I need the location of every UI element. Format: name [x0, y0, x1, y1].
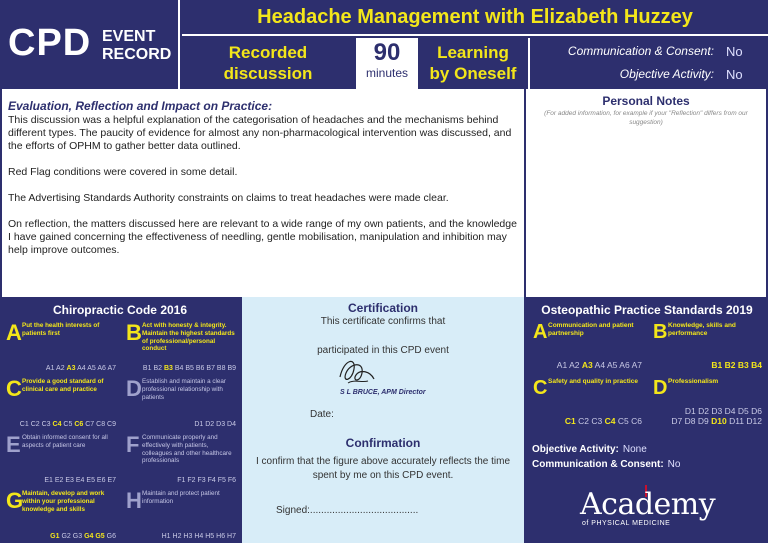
chiro-standard-codes [50, 533, 116, 540]
chiro-code: B8 [216, 365, 226, 372]
osteo-code: A5 [606, 360, 618, 370]
osteo-code: C2 [578, 416, 589, 426]
chiro-standard-codes [20, 421, 116, 428]
chiro-code: H3 [183, 533, 193, 540]
confirmation-text: I confirm that the figure above accurately reflects the time spent by me on this CPD event. [256, 456, 511, 481]
osteo-standard-c [530, 375, 646, 429]
chiro-code: E2 [54, 477, 64, 484]
chiro-code: C2 [30, 421, 40, 428]
chiro-code: H4 [194, 533, 204, 540]
chiro-code: E6 [96, 477, 106, 484]
personal-notes-title: Personal Notes [602, 94, 690, 108]
osteo-standard-letter: B [653, 321, 668, 343]
chiro-standard-description: Provide a good standard of clinical care and practice [22, 378, 104, 393]
activity-type [182, 38, 354, 89]
osteo-standard-letter: A [533, 321, 548, 343]
chiro-code: H2 [172, 533, 182, 540]
reflection-paragraph: Red Flag conditions were covered in some detail. [8, 166, 238, 178]
osteo-code: C6 [631, 416, 642, 426]
osteo-code: B2 [724, 360, 736, 370]
event-record-label [102, 28, 171, 64]
chiro-code: F2 [187, 477, 196, 484]
chiro-standard-a [2, 319, 120, 375]
learning-type-line1: Learning [437, 43, 509, 62]
event-title: Headache Management with Elizabeth Huzzey [257, 6, 693, 28]
chiro-code: F5 [217, 477, 226, 484]
chiro-code: C8 [96, 421, 106, 428]
reflection-paragraph: On reflection, the matters discussed here are relevant to a wide range of my own patients, and the knowledge I have gained concerning the effectiveness of needling, gentle mobilisation, manipulation and inhibition may help improve outcomes. [8, 218, 517, 256]
activity-type-line2: discussion [223, 64, 313, 83]
reflection-section [0, 89, 526, 297]
osteo-code: A2 [569, 360, 580, 370]
signer-name: S L BRUCE, APM Director [340, 389, 426, 396]
event-label: EVENT [102, 28, 156, 45]
chiro-code: E1 [44, 477, 53, 484]
osteo-standard-b [650, 319, 766, 373]
chiro-code: B4 [174, 365, 184, 372]
chiro-code: F6 [227, 477, 236, 484]
osteo-code: D1 [684, 406, 696, 416]
osteo-code: A7 [631, 360, 642, 370]
osteo-standard-codes [557, 360, 642, 370]
osteo-code: A6 [619, 360, 630, 370]
chiro-code: G5 [95, 533, 105, 540]
osteo-code: C3 [591, 416, 603, 426]
osteopathic-standards-panel [526, 297, 768, 543]
osteo-standard-letter: C [533, 377, 548, 399]
chiro-code: A5 [87, 365, 96, 372]
chiro-code: G4 [84, 533, 94, 540]
chiro-code: D3 [216, 421, 226, 428]
osteo-code: D3 [711, 406, 723, 416]
chiro-code: B6 [195, 365, 205, 372]
certification-text: This certificate confirms that [320, 316, 446, 327]
reflection-paragraph: The Advertising Standards Authority constraints on claims to treat headaches were made clear. [8, 192, 449, 204]
osteo-code: A4 [594, 360, 606, 370]
chiro-standard-letter: H [126, 488, 142, 513]
osteo-code-row [671, 406, 762, 416]
activity-type-line1: Recorded [228, 43, 308, 62]
chiro-code: A7 [107, 365, 116, 372]
certification-title: Certification [347, 301, 418, 315]
chiro-standard-letter: C [6, 376, 22, 401]
chiro-standard-d [122, 375, 240, 431]
osteo-communication-label: Communication & Consent: [532, 459, 664, 470]
chiro-code: C9 [107, 421, 116, 428]
osteo-standard-d [650, 375, 766, 429]
osteo-code: D6 [751, 406, 762, 416]
chiro-standard-codes [177, 477, 236, 484]
osteo-standard-codes [711, 360, 762, 370]
title-row [182, 0, 768, 36]
chiro-code: A6 [97, 365, 106, 372]
objective-value: No [726, 67, 743, 82]
chiro-standard-letter: E [6, 432, 21, 457]
osteo-standard-codes [671, 406, 762, 426]
confirmation-title: Confirmation [345, 436, 421, 450]
chiro-standard-g [2, 487, 120, 543]
osteo-code: C5 [617, 416, 629, 426]
osteo-communication-consent [532, 459, 680, 470]
osteo-code-row [565, 416, 642, 426]
osteo-standard-description: Communication and patient partnership [548, 322, 634, 337]
chiro-standard-description: Act with honesty & integrity. Maintain the highest standards of professional/personal conduct [142, 322, 235, 353]
chiro-code: E5 [86, 477, 95, 484]
chiro-standard-h [122, 487, 240, 543]
osteo-code: B3 [737, 360, 749, 370]
chiro-standard-description: Establish and maintain a clear professional relationship with patients [142, 378, 227, 401]
chiro-code: D4 [227, 421, 236, 428]
duration-box [356, 38, 418, 89]
chiro-standard-letter: B [126, 320, 142, 345]
osteo-code: B4 [751, 360, 762, 370]
chiro-code: F1 [177, 477, 186, 484]
osteo-code: D9 [697, 416, 709, 426]
chiro-code: D2 [205, 421, 215, 428]
osteo-objective-activity [532, 444, 647, 455]
chiro-code: G6 [106, 533, 116, 540]
osteo-objective-value: None [622, 444, 647, 455]
chiro-code: B1 [142, 365, 152, 372]
chiro-code: E4 [75, 477, 85, 484]
osteo-code: D5 [737, 406, 749, 416]
chiro-code: H5 [205, 533, 215, 540]
date-label: Date: [310, 409, 334, 420]
certification-participation-text: participated in this CPD event [317, 345, 449, 356]
chiro-code: G1 [50, 533, 60, 540]
chiro-code: G3 [72, 533, 83, 540]
osteo-code: D10 [711, 416, 727, 426]
chiro-code: B2 [153, 365, 162, 372]
record-label: RECORD [102, 46, 172, 63]
osteo-code: D7 [671, 416, 683, 426]
cpd-event-record-logo [0, 0, 180, 89]
chiro-standard-codes [162, 533, 236, 540]
chiro-code: A3 [66, 365, 76, 372]
chiro-standard-description: Maintain and protect patient information [142, 490, 220, 505]
chiropractic-code-title: Chiropractic Code 2016 [52, 303, 188, 317]
osteo-code: D12 [746, 416, 762, 426]
osteo-standard-description: Professionalism [668, 378, 719, 385]
chiro-code: H6 [216, 533, 226, 540]
personal-notes-section[interactable] [526, 89, 768, 297]
osteo-code: D4 [724, 406, 736, 416]
chiro-standard-letter: G [6, 488, 24, 513]
chiro-code: A4 [77, 365, 86, 372]
chiro-code: E7 [107, 477, 116, 484]
chiro-code: C1 [19, 421, 29, 428]
osteo-code: A3 [581, 360, 593, 370]
chiro-code: C6 [74, 421, 84, 428]
chiro-code: A1 [45, 365, 55, 372]
reflection-paragraph: This discussion was a helpful explanation of the categorisation of headaches and the mechanisms behind different types. The paucity of evidence for almost any non-pharmacological intervention was discussed, and the efforts of OPHM to gather better data outlined. [8, 114, 512, 152]
osteo-code: B1 [711, 360, 723, 370]
chiro-code: C4 [52, 421, 62, 428]
objective-label: Objective Activity: [619, 67, 714, 81]
learning-type [420, 38, 526, 89]
osteo-code-row [711, 360, 762, 370]
chiro-standard-letter: A [6, 320, 22, 345]
osteo-code: C4 [604, 416, 616, 426]
osteo-code: D11 [729, 416, 745, 426]
cpd-label: CPD [8, 22, 92, 64]
chiro-code: G2 [61, 533, 71, 540]
chiro-code: C5 [63, 421, 73, 428]
chiro-code: A2 [56, 365, 65, 372]
chiro-standard-letter: D [126, 376, 142, 401]
duration-value: 90 [373, 39, 401, 66]
learning-type-line2: by Oneself [429, 64, 517, 83]
chiro-standard-f [122, 431, 240, 487]
osteo-standard-description: Safety and quality in practice [548, 378, 638, 385]
chiro-standard-b [122, 319, 240, 375]
osteo-code: C1 [564, 416, 576, 426]
chiro-standard-codes [44, 477, 116, 484]
osteo-code: D8 [684, 416, 696, 426]
osteopathic-standards-title: Osteopathic Practice Standards 2019 [541, 303, 753, 317]
personal-notes-hint: (For added information, for example if your "Reflection" differs from our suggestion) [544, 110, 748, 126]
chiro-standard-description: Obtain informed consent for all aspects of patient care [22, 434, 108, 449]
chiro-code: B7 [206, 365, 215, 372]
academy-logo-subtitle: of PHYSICAL MEDICINE [582, 520, 671, 527]
osteo-code-row [671, 416, 762, 426]
chiro-code: D1 [194, 421, 204, 428]
chiro-standard-codes [46, 365, 116, 372]
communication-label: Communication & Consent: [567, 44, 714, 58]
chiropractic-code-panel [0, 297, 240, 543]
chiro-code: H1 [161, 533, 171, 540]
chiro-code: E3 [65, 477, 74, 484]
communication-value: No [726, 44, 743, 59]
header [0, 0, 768, 89]
osteo-code: D2 [698, 406, 709, 416]
chiro-standard-c [2, 375, 120, 431]
chiro-standard-description: Communicate properly and effectively with patients, colleagues and other healthcare professionals [142, 434, 232, 465]
certification-panel [240, 297, 526, 543]
chiro-standard-description: Maintain, develop and work within your professional knowledge and skills [22, 490, 105, 513]
osteo-objective-label: Objective Activity: [532, 444, 619, 455]
chiro-code: C7 [85, 421, 95, 428]
chiro-standard-letter: F [126, 432, 140, 457]
osteo-code: A1 [556, 360, 568, 370]
osteo-communication-value: No [667, 459, 681, 470]
osteo-standard-codes [565, 416, 642, 426]
chiro-standard-codes [143, 365, 236, 372]
osteo-code-row [557, 360, 642, 370]
chiro-code: B9 [227, 365, 236, 372]
chiro-standard-e [2, 431, 120, 487]
chiro-code: F4 [207, 477, 216, 484]
chiro-code: B3 [163, 365, 173, 372]
osteo-standard-letter: D [653, 377, 668, 399]
signature-line[interactable]: Signed:....................................... [276, 505, 419, 516]
director-signature [334, 353, 378, 389]
chiro-standard-description: Put the health interests of patients first [22, 322, 100, 337]
chiro-code: F3 [197, 477, 206, 484]
chiro-code: C3 [41, 421, 51, 428]
duration-unit: minutes [365, 66, 409, 80]
chiro-standard-codes [194, 421, 236, 428]
osteo-standard-description: Knowledge, skills and performance [668, 322, 736, 337]
chiro-code: H7 [227, 533, 236, 540]
reflection-heading: Evaluation, Reflection and Impact on Practice: [8, 99, 273, 113]
header-flags [528, 38, 768, 89]
academy-logo-text: Academy [580, 487, 716, 522]
osteo-standard-a [530, 319, 646, 373]
chiro-code: B5 [185, 365, 194, 372]
